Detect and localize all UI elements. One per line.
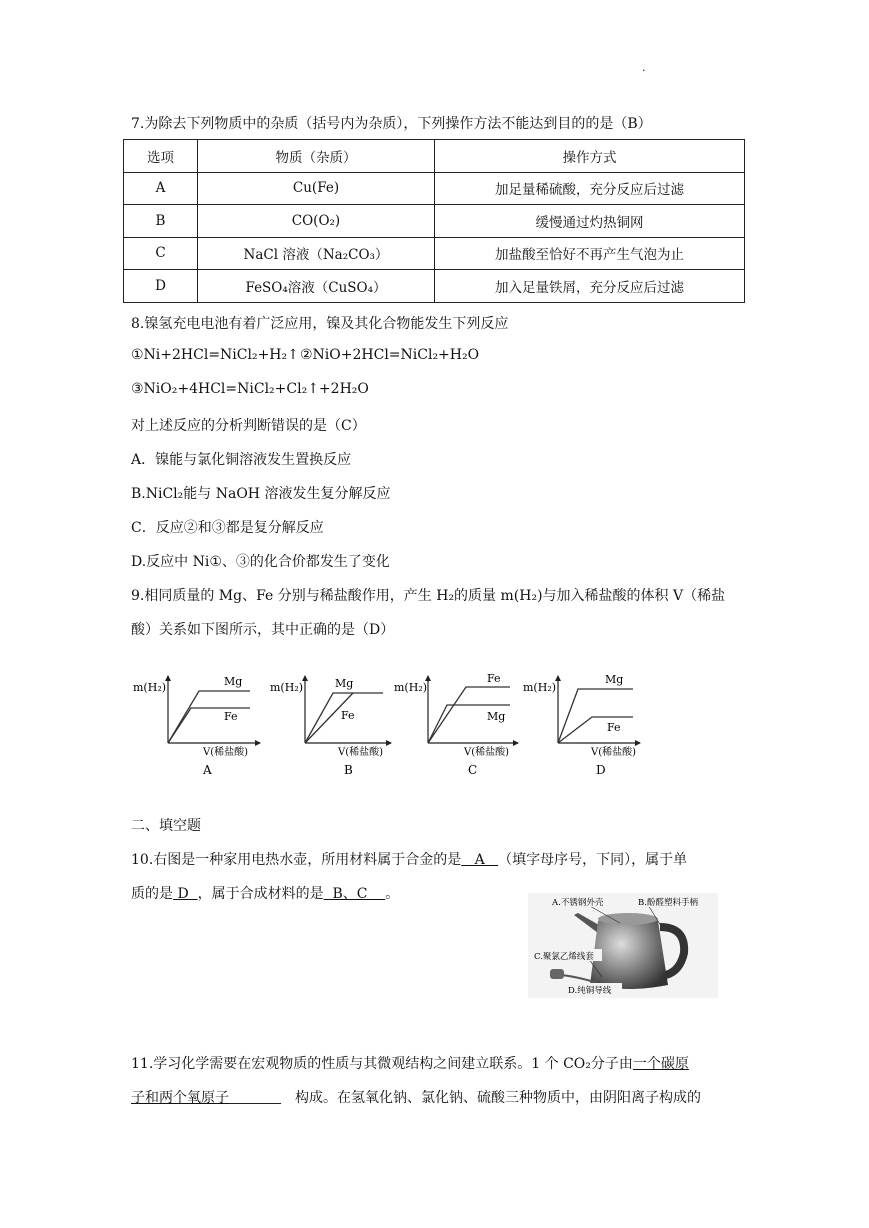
q8-option-a: A．镍能与氯化铜溶液发生置换反应 [131, 452, 352, 468]
row-option: B [124, 205, 198, 238]
table-row [124, 205, 745, 238]
q11-text-2b: 构成。在氢氧化钠、氯化钠、硫酸三种物质中，由阴阳离子构成的 [295, 1090, 701, 1106]
row-operation: 加盐酸至恰好不再产生气泡为止 [435, 237, 745, 270]
row-operation: 加足量稀硫酸，充分反应后过滤 [435, 172, 745, 205]
graph-b-lower-label: Fe [341, 709, 355, 722]
q10-text-1a: 10.右图是一种家用电热水壶，所用材料属于合金的是 [131, 852, 462, 868]
header-operation: 操作方式 [435, 140, 745, 173]
q7-table [123, 139, 745, 303]
q11-line-1 [131, 1053, 689, 1073]
graph-c-letter: C [468, 763, 478, 777]
kettle-icon [528, 893, 718, 998]
graph-b-upper-label: Mg [335, 677, 354, 690]
graph-d-xlabel: V(稀盐酸) [591, 747, 637, 758]
graph-b-ylabel: m(H₂) [270, 681, 304, 694]
q8-reaction-1: ①Ni+2HCl=NiCl₂+H₂↑ [131, 347, 299, 363]
kettle-label-b: B.酚醛塑料手柄 [638, 898, 698, 908]
kettle-illustration [528, 893, 718, 998]
row-operation: 加入足量铁屑，充分反应后过滤 [435, 270, 745, 303]
q9-line-1: 9.相同质量的 Mg、Fe 分别与稀盐酸作用，产生 H₂的质量 m(H₂)与加入稀盐酸的体积 V（稀盐 [131, 588, 726, 604]
kettle-label-a: A.不锈钢外壳 [552, 898, 604, 908]
q10-text-2a: 质的是 [131, 886, 173, 902]
graph-a-ylabel: m(H₂) [133, 681, 167, 694]
q10-answer-1: A [461, 852, 499, 868]
q8-reaction-2: ②NiO+2HCl=NiCl₂+H₂O [300, 347, 480, 363]
q8-option-b: B.NiCl₂能与 NaOH 溶液发生复分解反应 [131, 486, 391, 502]
graph-d-letter: D [596, 763, 606, 777]
q11-answer-1a: 一个碳原 [632, 1056, 689, 1072]
q10-text-2b: ，属于合成材料的是 [197, 886, 324, 902]
q11-line-2 [131, 1087, 701, 1107]
q8-question: 对上述反应的分析判断错误的是（C） [131, 418, 366, 434]
q8-option-c: C．反应②和③都是复分解反应 [131, 520, 324, 536]
graph-a-upper-label: Mg [224, 675, 243, 688]
graph-b [270, 676, 391, 777]
graph-a-lower-label: Fe [224, 710, 238, 723]
row-substance: FeSO₄溶液（CuSO₄） [198, 270, 435, 303]
row-option: A [124, 172, 198, 205]
row-option: D [124, 270, 198, 303]
q10-line-1 [131, 849, 687, 869]
q11-answer-1b: 子和两个氧原子 [131, 1090, 229, 1106]
q9-graphs [125, 668, 665, 780]
q8-option-d: D.反应中 Ni①、③的化合价都发生了变化 [131, 554, 390, 570]
graph-b-xlabel: V(稀盐酸) [338, 747, 384, 758]
graph-a [133, 675, 260, 777]
graph-d-ylabel: m(H₂) [523, 681, 557, 694]
graph-a-letter: A [203, 763, 212, 777]
graph-a-xlabel: V(稀盐酸) [203, 747, 249, 758]
table-row [124, 172, 745, 205]
graph-d-upper-label: Mg [605, 673, 624, 686]
q8-title: 8.镍氢充电电池有着广泛应用，镍及其化合物能发生下列反应 [131, 316, 509, 332]
section-2-heading: 二、填空题 [131, 818, 201, 834]
graph-d [523, 673, 640, 777]
row-option: C [124, 237, 198, 270]
q10-text-1b: （填字母序号，下同），属于单 [498, 852, 688, 868]
q11-text-1a: 11.学习化学需要在宏观物质的性质与其微观结构之间建立联系。1 个 CO₂分子由 [131, 1056, 633, 1072]
row-substance: CO(O₂) [198, 205, 435, 238]
q10-text-2c: 。 [385, 886, 400, 902]
q8-reaction-3: ③NiO₂+4HCl=NiCl₂+Cl₂↑+2H₂O [131, 381, 369, 397]
header-substance: 物质（杂质） [198, 140, 435, 173]
table-row [124, 237, 745, 270]
kettle-label-c: C.聚氯乙烯线套 [534, 952, 594, 962]
q10-line-2 [131, 883, 399, 903]
row-substance: Cu(Fe) [198, 172, 435, 205]
graph-b-letter: B [344, 763, 353, 777]
graph-c [394, 672, 518, 777]
row-operation: 缓慢通过灼热铜网 [435, 205, 745, 238]
graph-c-xlabel: V(稀盐酸) [464, 747, 510, 758]
graph-c-ylabel: m(H₂) [394, 681, 428, 694]
q10-answer-3: B、C [323, 886, 386, 902]
graph-c-lower-label: Mg [487, 710, 506, 723]
q9-line-2: 酸）关系如下图所示，其中正确的是（D） [131, 622, 395, 638]
header-option: 选项 [124, 140, 198, 173]
q7-title: 7.为除去下列物质中的杂质（括号内为杂质），下列操作方法不能达到目的的是（B） [131, 116, 652, 132]
kettle-label-d: D.纯铜导线 [568, 986, 612, 996]
header-dot: · [642, 64, 646, 77]
table-row [124, 270, 745, 303]
row-substance: NaCl 溶液（Na₂CO₃） [198, 237, 435, 270]
graph-d-lower-label: Fe [607, 721, 621, 734]
graph-c-upper-label: Fe [487, 672, 501, 685]
table-header-row [124, 140, 745, 173]
q10-answer-2: D [173, 886, 198, 902]
q11-blank-fill [229, 1089, 281, 1104]
